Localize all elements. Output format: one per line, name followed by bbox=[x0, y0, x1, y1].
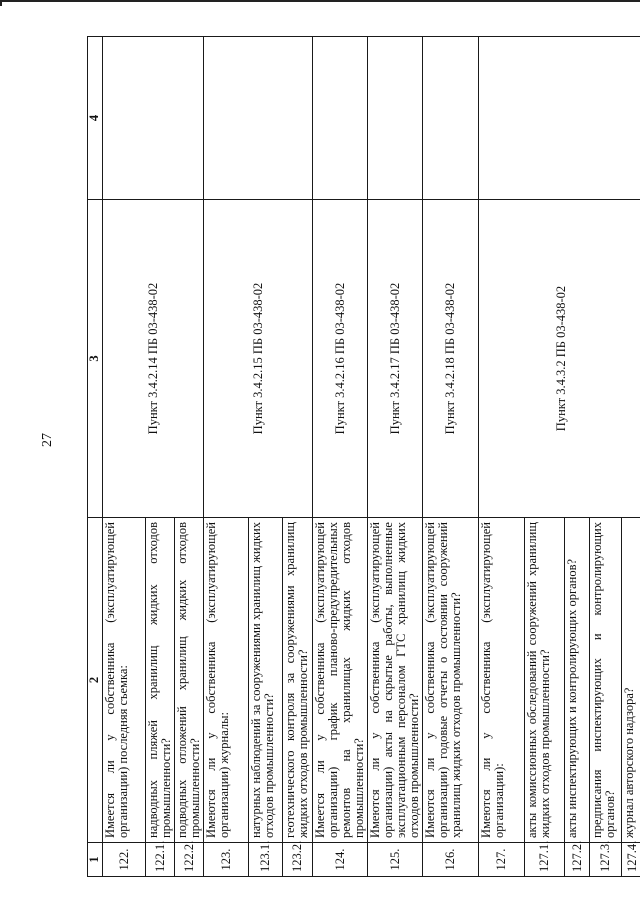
row-number: 127.4. bbox=[622, 843, 640, 877]
table-row bbox=[313, 37, 368, 877]
checklist-table-rotated bbox=[87, 37, 639, 877]
result-cell bbox=[103, 37, 204, 200]
regulation-reference: Пункт 3.4.2.17 ПБ 03-438-02 bbox=[368, 200, 423, 518]
result-cell bbox=[313, 37, 368, 200]
row-number: 123. bbox=[204, 843, 249, 877]
regulation-reference: Пункт 3.4.2.14 ПБ 03-438-02 bbox=[103, 200, 204, 518]
requirement-text: предписания инспектирующих и контролирующих органов? bbox=[590, 518, 622, 843]
requirement-text: Имеются ли у собственника (эксплуатирующей организации) акты на скрытые работы, выполненные эксплуатационным персоналом ГТС хранилищ жидких отходов промышленности? bbox=[368, 518, 423, 843]
requirement-text: натурных наблюдений за сооружениями хранилищ жидких отходов промышленности? bbox=[249, 518, 283, 843]
header-row bbox=[88, 37, 103, 877]
regulation-reference: Пункт 3.4.2.16 ПБ 03-438-02 bbox=[313, 200, 368, 518]
requirement-text: геотехнического контроля за сооружениями хранилищ жидких отходов промышленности? bbox=[283, 518, 313, 843]
regulation-reference: Пункт 3.4.3.2 ПБ 03-438-02 bbox=[479, 200, 640, 518]
table-row bbox=[368, 37, 423, 877]
table-row bbox=[204, 37, 249, 877]
regulation-reference: Пункт 3.4.2.15 ПБ 03-438-02 bbox=[204, 200, 313, 518]
requirement-text: Имеется ли у собственника (эксплуатирующей организации) последняя съемка: bbox=[103, 518, 146, 843]
header-col-1: 1 bbox=[88, 843, 103, 877]
table-row bbox=[423, 37, 479, 877]
header-col-2: 2 bbox=[88, 518, 103, 843]
header-col-3: 3 bbox=[88, 200, 103, 518]
requirement-text: подводных отложений хранилищ жидких отходов промышленности? bbox=[175, 518, 204, 843]
requirement-text: Имеется ли у собственника (эксплуатирующей организации) график планово-предупредительных ремонтов на хранилищах жидких отходов промышленности? bbox=[313, 518, 368, 843]
requirement-text: Имеются ли у собственника (эксплуатирующей организации) годовые отчеты о состоянии сооружений хранилищ жидких отходов промышленности? bbox=[423, 518, 479, 843]
result-cell bbox=[368, 37, 423, 200]
row-number: 127. bbox=[479, 843, 525, 877]
row-number: 122. bbox=[103, 843, 146, 877]
header-col-4: 4 bbox=[88, 37, 103, 200]
result-cell bbox=[204, 37, 313, 200]
row-number: 123.1. bbox=[249, 843, 283, 877]
regulation-reference: Пункт 3.4.2.18 ПБ 03-438-02 bbox=[423, 200, 479, 518]
row-number: 127.2. bbox=[565, 843, 590, 877]
page-border-line bbox=[0, 0, 640, 6]
row-number: 126. bbox=[423, 843, 479, 877]
table-row bbox=[103, 37, 146, 877]
row-number: 125. bbox=[368, 843, 423, 877]
requirement-text: акты инспектирующих и контролирующих органов? bbox=[565, 518, 590, 843]
requirement-text: Имеются ли у собственника (эксплуатирующей организации) журналы: bbox=[204, 518, 249, 843]
row-number: 124. bbox=[313, 843, 368, 877]
row-number: 122.2. bbox=[175, 843, 204, 877]
page-number: 27 bbox=[40, 433, 55, 447]
result-cell bbox=[479, 37, 640, 200]
requirement-text: журнал авторского надзора? bbox=[622, 518, 640, 843]
checklist-table bbox=[87, 36, 640, 877]
row-number: 122.1. bbox=[146, 843, 175, 877]
table-row bbox=[479, 37, 525, 877]
requirement-text: Имеются ли у собственника (эксплуатирующей организации): bbox=[479, 518, 525, 843]
row-number: 127.1. bbox=[525, 843, 565, 877]
row-number: 123.2. bbox=[283, 843, 313, 877]
result-cell bbox=[423, 37, 479, 200]
requirement-text: акты комиссионных обследований сооружений хранилищ жидких отходов промышленности? bbox=[525, 518, 565, 843]
requirement-text: надводных пляжей хранилищ жидких отходов промышленности? bbox=[146, 518, 175, 843]
row-number: 127.3. bbox=[590, 843, 622, 877]
